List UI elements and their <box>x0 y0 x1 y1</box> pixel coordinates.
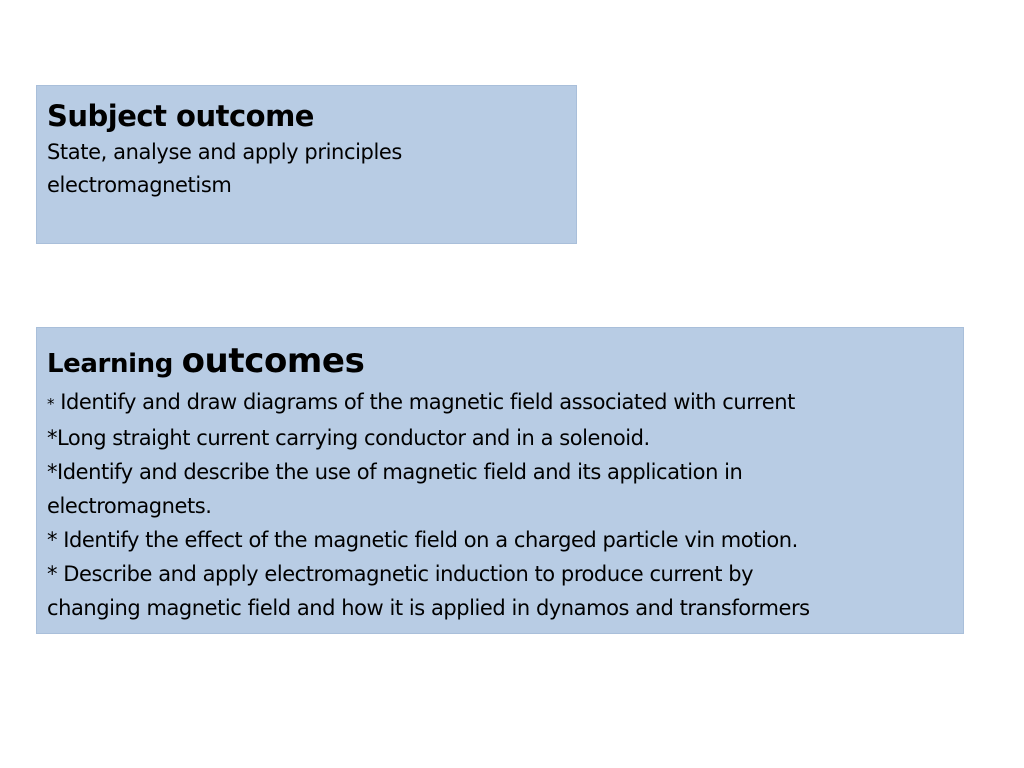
learning-outcomes-heading-word-2: outcomes <box>181 341 365 381</box>
learning-outcomes-heading-word-1: Learning <box>47 349 173 379</box>
learning-outcome-line-2: *Long straight current carrying conductor and in a solenoid. <box>47 426 650 450</box>
learning-outcomes-heading <box>47 340 953 385</box>
learning-outcome-line-6: * Describe and apply electromagnetic induction to produce current by <box>47 562 754 586</box>
bullet-star: * <box>47 395 55 413</box>
learning-outcome-line-3: *Identify and describe the use of magnetic field and its application in <box>47 460 743 484</box>
learning-outcome-line-4: electromagnets. <box>47 494 212 518</box>
learning-outcomes-box <box>36 327 964 634</box>
learning-outcome-line-5: * Identify the effect of the magnetic field on a charged particle vin motion. <box>47 528 798 552</box>
subject-outcome-box <box>36 85 577 244</box>
subject-outcome-line-2: electromagnetism <box>47 173 232 197</box>
learning-outcome-line-1-text: Identify and draw diagrams of the magnetic field associated with current <box>54 390 795 414</box>
subject-outcome-heading: Subject outcome <box>47 99 314 133</box>
learning-outcome-line-1 <box>47 385 953 421</box>
subject-outcome-line-1: State, analyse and apply principles <box>47 140 402 164</box>
learning-outcome-line-7: changing magnetic field and how it is applied in dynamos and transformers <box>47 596 810 620</box>
